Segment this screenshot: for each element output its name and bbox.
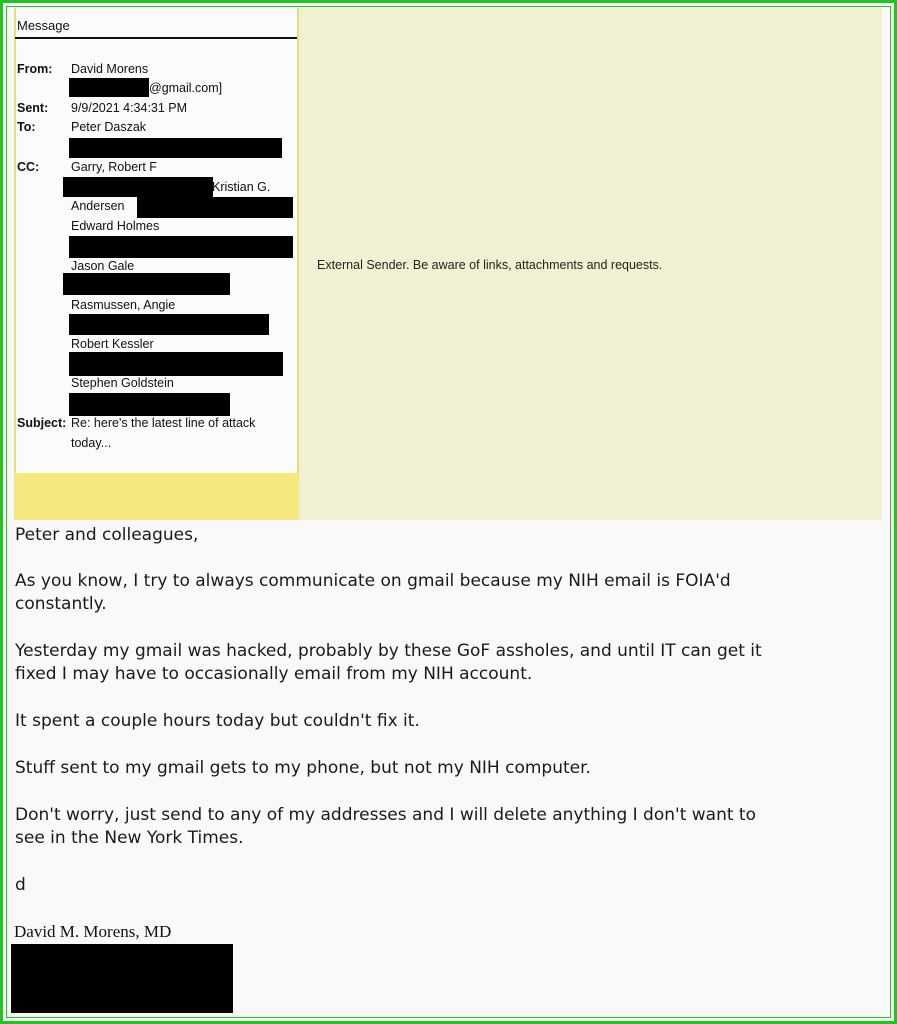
redaction-from-email <box>69 78 149 97</box>
body-closing: d <box>15 875 26 895</box>
body-paragraph-1-line-2: constantly. <box>15 594 107 614</box>
cc-line-6: Rasmussen, Angie <box>71 298 176 312</box>
body-paragraph-3: It spent a couple hours today but couldn't fix it. <box>15 711 420 731</box>
cc-label: CC: <box>17 160 40 174</box>
cc-line-5: Jason Gale <box>71 259 135 273</box>
cc-line-7: Robert Kessler <box>71 337 154 351</box>
redaction-to-email <box>69 138 282 158</box>
signature-name: David M. Morens, MD <box>14 922 172 941</box>
external-sender-notice: External Sender. Be aware of links, attachments and requests. <box>317 258 663 272</box>
cc-line-3: Andersen <box>71 199 125 213</box>
body-paragraph-5-line-1: Don't worry, just send to any of my addresses and I will delete anything I don't want to <box>15 805 757 825</box>
body-paragraph-5-line-2: see in the New York Times. <box>15 828 244 848</box>
body-paragraph-2-line-2: fixed I may have to occasionally email from my NIH account. <box>15 664 533 684</box>
redaction-cc-7 <box>69 393 230 416</box>
cc-line-8: Stephen Goldstein <box>71 376 174 390</box>
redaction-cc-5 <box>69 314 269 335</box>
body-greeting: Peter and colleagues, <box>15 525 199 545</box>
sent-label: Sent: <box>17 101 49 115</box>
redaction-cc-6 <box>69 352 283 376</box>
body-paragraph-4: Stuff sent to my gmail gets to my phone, but not my NIH computer. <box>15 758 591 778</box>
to-value: Peter Daszak <box>71 120 147 134</box>
body-paragraph-1-line-1: As you know, I try to always communicate on gmail because my NIH email is FOIA'd <box>15 571 731 591</box>
redaction-cc-3 <box>69 236 293 258</box>
redaction-cc-2 <box>137 197 293 218</box>
cc-line-2: Kristian G. <box>212 180 271 194</box>
from-label: From: <box>17 62 53 76</box>
redaction-cc-1 <box>63 177 213 197</box>
cc-line-1: Garry, Robert F <box>71 160 157 174</box>
from-name: David Morens <box>71 62 149 76</box>
subject-line-2: today... <box>71 436 112 450</box>
redaction-signature-block <box>11 944 233 1013</box>
from-email-suffix: @gmail.com] <box>149 81 223 95</box>
message-title: Message <box>17 18 70 33</box>
redaction-cc-4 <box>63 273 230 295</box>
to-label: To: <box>17 120 36 134</box>
subject-line-1: Re: here's the latest line of attack <box>71 416 256 430</box>
header-divider <box>15 37 297 39</box>
subject-label: Subject: <box>17 416 67 430</box>
sent-value: 9/9/2021 4:34:31 PM <box>71 101 188 115</box>
body-paragraph-2-line-1: Yesterday my gmail was hacked, probably by these GoF assholes, and until IT can get it <box>15 641 762 661</box>
cc-line-4: Edward Holmes <box>71 219 160 233</box>
